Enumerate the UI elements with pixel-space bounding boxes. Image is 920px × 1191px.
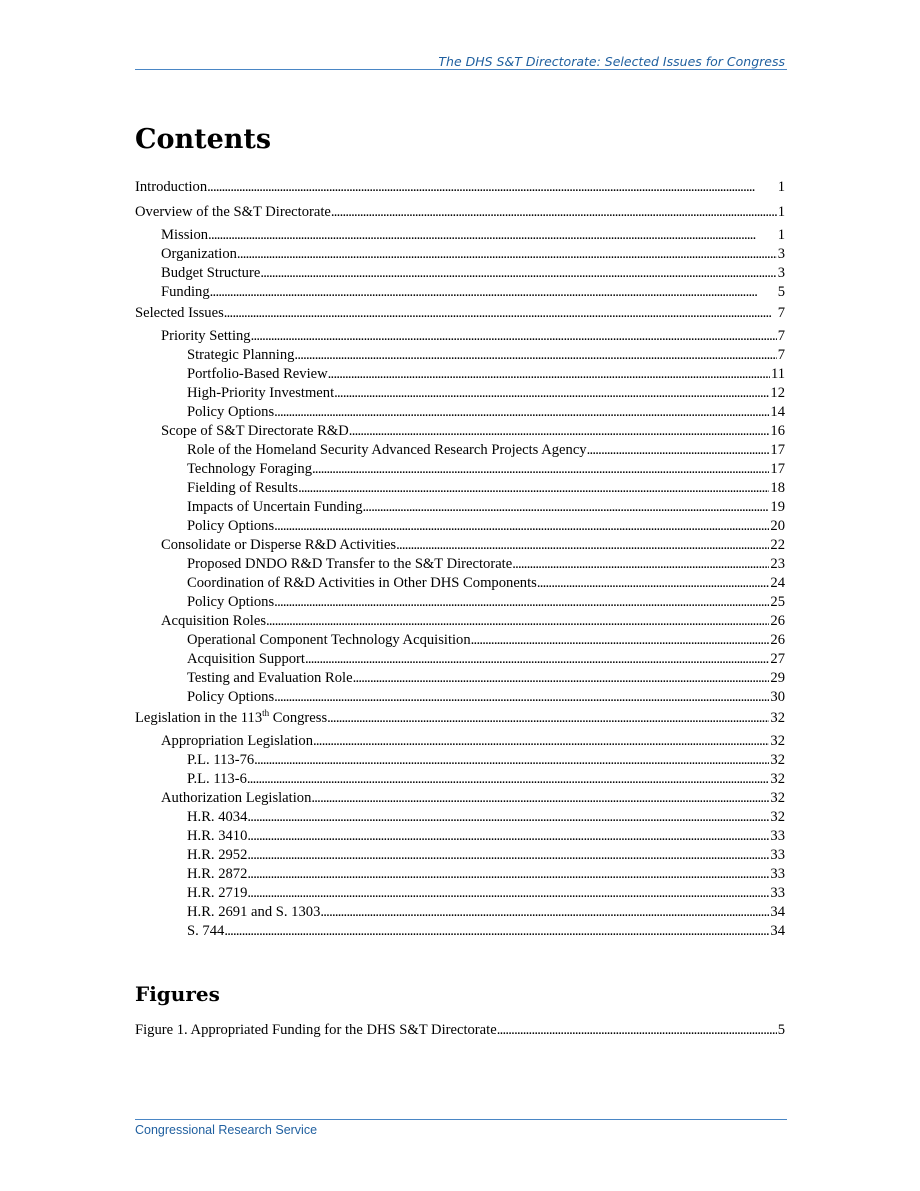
toc-entry-title: Organization	[161, 246, 237, 262]
toc-entry[interactable]	[135, 827, 785, 846]
list-of-figures	[135, 1019, 785, 1044]
dot-leader	[207, 176, 777, 198]
toc-entry-page: 7	[777, 328, 785, 344]
toc-entry-title: Policy Options	[187, 689, 275, 705]
dot-leader	[274, 688, 769, 707]
toc-entry[interactable]	[135, 808, 785, 827]
toc-entry-page: 1	[777, 227, 785, 243]
toc-entry-title: Proposed DNDO R&D Transfer to the S&T Directorate	[187, 556, 513, 572]
dot-leader	[320, 903, 769, 922]
dot-leader	[363, 498, 770, 517]
toc-entry[interactable]	[135, 650, 785, 669]
dot-leader	[260, 264, 776, 283]
dot-leader	[311, 789, 769, 808]
dot-leader	[274, 403, 769, 422]
toc-entry[interactable]	[135, 327, 785, 346]
toc-entry[interactable]	[135, 403, 785, 422]
toc-entry[interactable]	[135, 865, 785, 884]
toc-entry-page: 1	[777, 204, 785, 220]
dot-leader	[471, 631, 770, 650]
toc-entry-title: Priority Setting	[161, 328, 251, 344]
table-of-contents	[135, 176, 785, 941]
toc-entry-page: 20	[770, 518, 785, 534]
toc-entry-title: H.R. 4034	[187, 809, 248, 825]
toc-entry-title: Figure 1. Appropriated Funding for the DHS S&T Directorate	[135, 1022, 497, 1038]
toc-entry-title: H.R. 2691 and S. 1303	[187, 904, 321, 920]
footer-publisher: Congressional Research Service	[135, 1123, 318, 1137]
toc-entry-page: 12	[770, 385, 785, 401]
toc-entry[interactable]	[135, 245, 785, 264]
toc-entry-title: Policy Options	[187, 404, 275, 420]
toc-entry-page: 14	[770, 404, 785, 420]
toc-entry-title: Policy Options	[187, 594, 275, 610]
dot-leader	[247, 865, 769, 884]
toc-entry-page: 32	[770, 710, 785, 726]
toc-entry[interactable]	[135, 707, 785, 732]
dot-leader	[313, 732, 769, 751]
toc-entry-page: 32	[770, 809, 785, 825]
toc-entry-page: 33	[770, 866, 785, 882]
toc-entry-title: Portfolio-Based Review	[187, 366, 328, 382]
toc-entry-page: 32	[770, 733, 785, 749]
toc-entry-title: P.L. 113-6	[187, 771, 247, 787]
toc-entry[interactable]	[135, 846, 785, 865]
toc-entry[interactable]	[135, 498, 785, 517]
toc-entry[interactable]	[135, 226, 785, 245]
dot-leader	[247, 808, 769, 827]
toc-entry[interactable]	[135, 688, 785, 707]
dot-leader	[294, 346, 776, 365]
toc-entry-title: Coordination of R&D Activities in Other DHS Components	[187, 575, 537, 591]
dot-leader	[210, 283, 777, 302]
toc-entry[interactable]	[135, 201, 785, 226]
toc-entry[interactable]	[135, 176, 785, 201]
toc-entry-title: Selected Issues	[135, 305, 224, 321]
toc-entry-page: 32	[770, 752, 785, 768]
toc-entry-title: Scope of S&T Directorate R&D	[161, 423, 349, 439]
toc-entry-title: Acquisition Support	[187, 651, 305, 667]
toc-entry-title: Operational Component Technology Acquisition	[187, 632, 471, 648]
dot-leader	[349, 422, 770, 441]
toc-entry[interactable]	[135, 612, 785, 631]
dot-leader	[247, 884, 769, 903]
toc-entry-page: 5	[777, 284, 785, 300]
toc-entry[interactable]	[135, 751, 785, 770]
toc-entry[interactable]	[135, 574, 785, 593]
toc-entry[interactable]	[135, 669, 785, 688]
toc-entry-page: 3	[777, 246, 785, 262]
dot-leader	[237, 245, 777, 264]
toc-entry-page: 5	[777, 1022, 785, 1038]
toc-entry[interactable]	[135, 422, 785, 441]
toc-entry-page: 25	[770, 594, 785, 610]
toc-entry[interactable]	[135, 903, 785, 922]
toc-entry-page: 33	[770, 885, 785, 901]
dot-leader	[305, 650, 769, 669]
toc-entry[interactable]	[135, 922, 785, 941]
toc-entry[interactable]	[135, 365, 785, 384]
toc-entry[interactable]	[135, 536, 785, 555]
toc-entry-title: H.R. 2952	[187, 847, 248, 863]
dot-leader	[298, 479, 769, 498]
toc-entry-title: Impacts of Uncertain Funding	[187, 499, 363, 515]
dot-leader	[396, 536, 769, 555]
toc-entry[interactable]	[135, 555, 785, 574]
toc-entry[interactable]	[135, 770, 785, 789]
toc-entry[interactable]	[135, 441, 785, 460]
toc-entry-page: 23	[770, 556, 785, 572]
dot-leader	[512, 555, 769, 574]
toc-entry-title: Funding	[161, 284, 210, 300]
toc-entry-page: 34	[770, 923, 785, 939]
toc-entry[interactable]	[135, 346, 785, 365]
toc-entry-title: Consolidate or Disperse R&D Activities	[161, 537, 397, 553]
toc-entry-title: Strategic Planning	[187, 347, 295, 363]
dot-leader	[208, 226, 777, 245]
toc-entry-title: Testing and Evaluation Role	[187, 670, 353, 686]
dot-leader	[254, 751, 769, 770]
toc-entry[interactable]	[135, 884, 785, 903]
dot-leader	[331, 201, 777, 223]
toc-entry-page: 32	[770, 771, 785, 787]
toc-entry-page: 34	[770, 904, 785, 920]
toc-entry-page: 33	[770, 828, 785, 844]
toc-entry-page: 22	[770, 537, 785, 553]
dot-leader	[247, 827, 769, 846]
toc-entry[interactable]	[135, 283, 785, 302]
footer-divider	[135, 1119, 787, 1120]
toc-entry-page: 18	[770, 480, 785, 496]
contents-title: Contents	[135, 124, 272, 155]
dot-leader	[274, 593, 769, 612]
header-divider	[135, 69, 787, 70]
toc-entry-title: Technology Foraging	[187, 461, 313, 477]
toc-entry-page: 24	[770, 575, 785, 591]
toc-entry-page: 16	[770, 423, 785, 439]
toc-entry[interactable]	[135, 302, 785, 327]
toc-entry[interactable]	[135, 789, 785, 808]
toc-entry[interactable]	[135, 460, 785, 479]
toc-entry-page: 26	[770, 632, 785, 648]
toc-entry-title: Fielding of Results	[187, 480, 299, 496]
toc-entry-page: 33	[770, 847, 785, 863]
dot-leader	[312, 460, 769, 479]
toc-entry[interactable]	[135, 1019, 785, 1044]
toc-entry-page: 32	[770, 790, 785, 806]
dot-leader	[334, 384, 769, 403]
toc-entry-page: 7	[777, 347, 785, 363]
toc-entry-title: Appropriation Legislation	[161, 733, 313, 749]
running-header: The DHS S&T Directorate: Selected Issues for Congress	[438, 54, 785, 69]
toc-entry[interactable]	[135, 732, 785, 751]
dot-leader	[537, 574, 770, 593]
toc-entry-title: H.R. 2872	[187, 866, 248, 882]
toc-entry-title: Mission	[161, 227, 209, 243]
dot-leader	[274, 517, 769, 536]
toc-entry-page: 27	[770, 651, 785, 667]
dot-leader	[327, 707, 769, 729]
toc-entry-page: 30	[770, 689, 785, 705]
toc-entry-page: 3	[777, 265, 785, 281]
toc-entry-title: H.R. 2719	[187, 885, 248, 901]
toc-entry[interactable]	[135, 631, 785, 650]
toc-entry-title: H.R. 3410	[187, 828, 248, 844]
toc-entry-title: High-Priority Investment	[187, 385, 335, 401]
dot-leader	[497, 1019, 777, 1041]
toc-entry-page: 11	[770, 366, 785, 382]
toc-entry-page: 1	[777, 179, 785, 195]
toc-entry-page: 17	[770, 461, 785, 477]
dot-leader	[247, 846, 769, 865]
figures-title: Figures	[135, 982, 220, 1006]
dot-leader	[587, 441, 770, 460]
dot-leader	[247, 770, 770, 789]
toc-entry-title: S. 744	[187, 923, 225, 939]
toc-entry-title: Authorization Legislation	[161, 790, 312, 806]
toc-entry-title: Overview of the S&T Directorate	[135, 204, 331, 220]
dot-leader	[328, 365, 770, 384]
toc-entry[interactable]	[135, 264, 785, 283]
toc-entry[interactable]	[135, 384, 785, 403]
toc-entry[interactable]	[135, 593, 785, 612]
dot-leader	[266, 612, 769, 631]
toc-entry-title: P.L. 113-76	[187, 752, 255, 768]
toc-entry-title: Acquisition Roles	[161, 613, 266, 629]
toc-entry-page: 7	[777, 305, 785, 321]
toc-entry-title: Budget Structure	[161, 265, 261, 281]
toc-entry-page: 19	[770, 499, 785, 515]
dot-leader	[224, 922, 769, 941]
toc-entry-page: 26	[770, 613, 785, 629]
toc-entry[interactable]	[135, 479, 785, 498]
dot-leader	[251, 327, 777, 346]
toc-entry-title: Introduction	[135, 179, 208, 195]
toc-entry-title: Policy Options	[187, 518, 275, 534]
toc-entry-page: 17	[770, 442, 785, 458]
toc-entry[interactable]	[135, 517, 785, 536]
dot-leader	[353, 669, 770, 688]
dot-leader	[224, 302, 777, 324]
toc-entry-page: 29	[770, 670, 785, 686]
toc-entry-title: Role of the Homeland Security Advanced Research Projects Agency	[187, 442, 587, 458]
toc-entry-title: Legislation in the 113th Congress	[135, 708, 328, 726]
